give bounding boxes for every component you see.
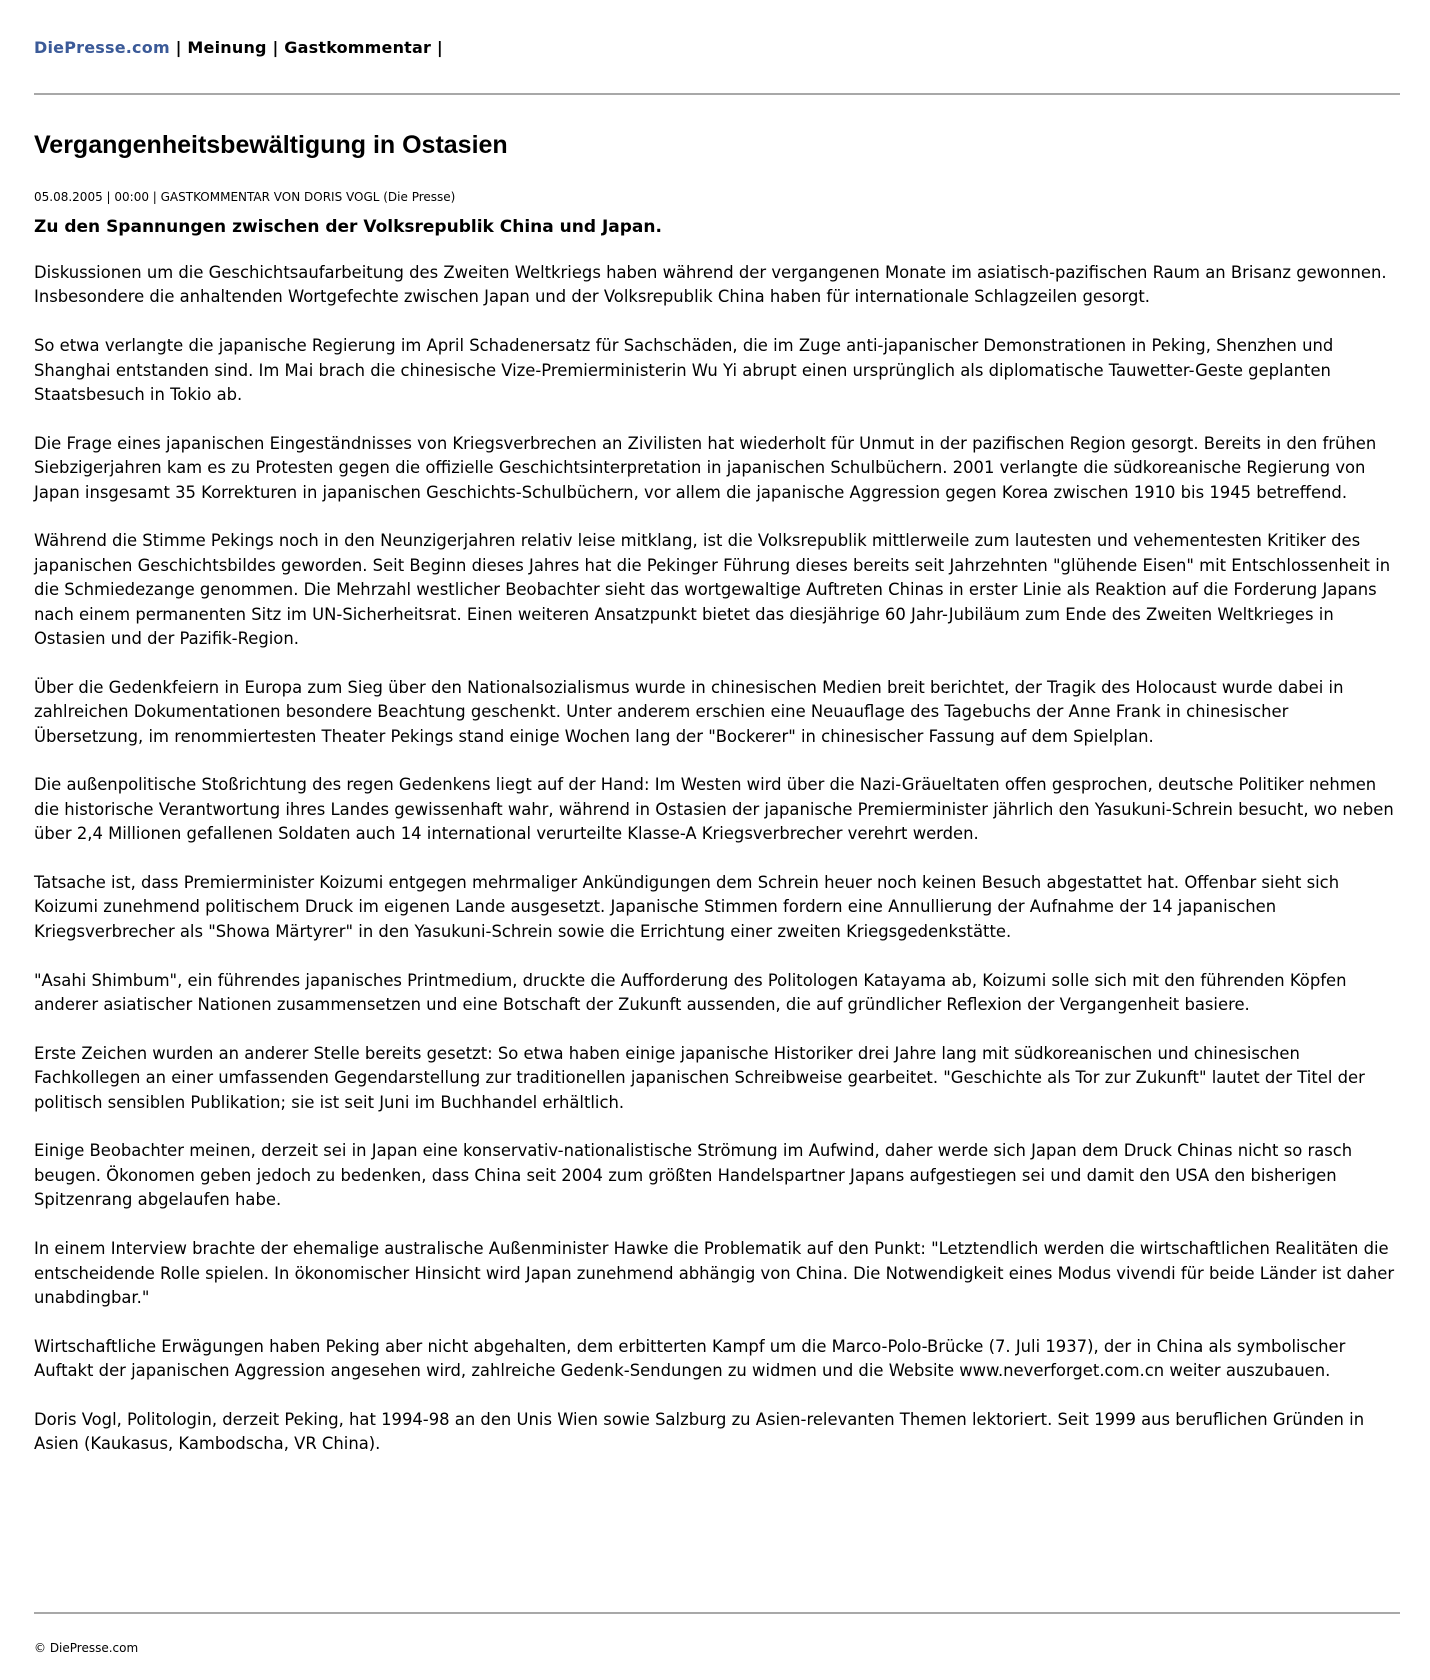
article-paragraph: Die Frage eines japanischen Eingeständnisses von Kriegsverbrechen an Zivilisten hat wiederholt für Unmut in der pazifischen Region gesorgt. Bereits in den frühen Siebzigerjahren kam es zu Protesten gegen die offizielle Geschichtsinterpretation in japanischen Schulbüchern. 2001 verlangte die südkoreanische Regierung von Japan insgesamt 35 Korrekturen in japanischen Geschichts-Schulbüchern, vor allem die japanische Aggression gegen Korea zwischen 1910 bis 1945 betreffend. [34, 433, 1377, 502]
footer-copyright: © DiePresse.com [34, 1641, 139, 1655]
breadcrumb-separator: | [169, 38, 188, 57]
breadcrumb-section[interactable]: Meinung [187, 38, 267, 57]
breadcrumb-subsection[interactable]: Gastkommentar [284, 38, 432, 57]
article-body [34, 261, 1400, 1481]
breadcrumb-site-link[interactable]: DiePresse.com [34, 38, 170, 57]
article-author-note: Doris Vogl, Politologin, derzeit Peking, hat 1994-98 an den Unis Wien sowie Salzburg zu Asien-relevanten Themen lektoriert. Seit 1999 aus beruflichen Gründen in Asien (Kaukasus, Kambodscha, VR China). [34, 1409, 1365, 1454]
top-divider [34, 93, 1400, 95]
article-paragraph: Diskussionen um die Geschichtsaufarbeitung des Zweiten Weltkriegs haben während der vergangenen Monate im asiatisch-pazifischen Raum an Brisanz gewonnen. Insbesondere die anhaltenden Wortgefechte zwischen Japan und der Volksrepublik China haben für internationale Schlagzeilen gesorgt. [34, 263, 1387, 307]
article-title: Vergangenheitsbewältigung in Ostasien [34, 131, 508, 159]
breadcrumb-trailing-separator: | [431, 38, 443, 57]
article-paragraph: So etwa verlangte die japanische Regierung im April Schadenersatz für Sachschäden, die im Zuge anti-japanischer Demonstrationen in Peking, Shenzhen und Shanghai entstanden sind. Im Mai brach die chinesische Vize-Premierministerin Wu Yi abrupt einen ursprünglich als diplomatische Tauwetter-Geste geplanten Staatsbesuch in Tokio ab. [34, 336, 1334, 405]
breadcrumb [34, 38, 443, 57]
article-meta: 05.08.2005 | 00:00 | GASTKOMMENTAR VON DORIS VOGL (Die Presse) [34, 190, 456, 204]
article-paragraph: Tatsache ist, dass Premierminister Koizumi entgegen mehrmaliger Ankündigungen dem Schrein heuer noch keinen Besuch abgestattet hat. Offenbar sieht sich Koizumi zunehmend politischem Druck im eigenen Lande ausgesetzt. Japanische Stimmen fordern eine Annullierung der Aufnahme der 14 japanischen Kriegsverbrecher als "Showa Märtyrer" in den Yasukuni-Schrein sowie die Errichtung einer zweiten Kriegsgedenkstätte. [34, 873, 1340, 941]
article-paragraph: Die außenpolitische Stoßrichtung des regen Gedenkens liegt auf der Hand: Im Westen wird über die Nazi-Gräueltaten offen gesprochen, deutsche Politiker nehmen die historische Verantwortung ihres Landes gewissenhaft wahr, während in Ostasien der japanische Premierminister jährlich den Yasukuni-Schrein besucht, wo neben über 2,4 Millionen gefallenen Soldaten auch 14 international verurteilte Klasse-A Kriegsverbrecher verehrt werden. [34, 775, 1394, 844]
article-paragraph: Erste Zeichen wurden an anderer Stelle bereits gesetzt: So etwa haben einige japanische Historiker drei Jahre lang mit südkoreanischen und chinesischen Fachkollegen an einer umfassenden Gegendarstellung zur traditionellen japanischen Schreibweise gearbeitet. "Geschichte als Tor zur Zukunft" lautet der Titel der politisch sensiblen Publikation; sie ist seit Juni im Buchhandel erhältlich. [34, 1043, 1365, 1112]
article-paragraph: "Asahi Shimbum", ein führendes japanisches Printmedium, druckte die Aufforderung des Politologen Katayama ab, Koizumi solle sich mit den führenden Köpfen anderer asiatischer Nationen zusammensetzen und eine Botschaft der Zukunft aussenden, die auf gründlicher Reflexion der Vergangenheit basiere. [34, 970, 1347, 1015]
article-paragraph: Über die Gedenkfeiern in Europa zum Sieg über den Nationalsozialismus wurde in chinesischen Medien breit berichtet, der Tragik des Holocaust wurde dabei in zahlreichen Dokumentationen besondere Beachtung geschenkt. Unter anderem erschien eine Neuauflage des Tagebuchs der Anne Frank in chinesischer Übersetzung, im renommiertesten Theater Pekings stand einige Wochen lang der "Bockerer" in chinesischer Fassung auf dem Spielplan. [34, 677, 1344, 746]
article-lead: Zu den Spannungen zwischen der Volksrepublik China und Japan. [34, 217, 662, 237]
article-paragraph: In einem Interview brachte der ehemalige australische Außenminister Hawke die Problematik auf den Punkt: "Letztendlich werden die wirtschaftlichen Realitäten die entscheidende Rolle spielen. In ökonomischer Hinsicht wird Japan zunehmend abhängig von China. Die Notwendigkeit eines Modus vivendi für beide Länder ist daher unabdingbar." [34, 1239, 1395, 1307]
bottom-divider [34, 1612, 1400, 1614]
breadcrumb-separator: | [266, 38, 285, 57]
article-paragraph: Während die Stimme Pekings noch in den Neunzigerjahren relativ leise mitklang, ist die Volksrepublik mittlerweile zum lautesten und vehementesten Kritiker des japanischen Geschichtsbildes geworden. Seit Beginn dieses Jahres hat die Pekinger Führung dieses bereits seit Jahrzehnten "glühende Eisen" mit Entschlossenheit in die Schmiedezange genommen. Die Mehrzahl westlicher Beobachter sieht das wortgewaltige Auftreten Chinas in erster Linie als Reaktion auf die Forderung Japans nach einem permanenten Sitz im UN-Sicherheitsrat. Einen weiteren Ansatzpunkt bietet das diesjährige 60 Jahr-Jubiläum zum Ende des Zweiten Weltkrieges in Ostasien und der Pazifik-Region. [34, 531, 1391, 649]
article-paragraph: Wirtschaftliche Erwägungen haben Peking aber nicht abgehalten, dem erbitterten Kampf um die Marco-Polo-Brücke (7. Juli 1937), der in China als symbolischer Auftakt der japanischen Aggression angesehen wird, zahlreiche Gedenk-Sendungen zu widmen und die Website www.neverforget.com.cn weiter auszubauen. [34, 1336, 1346, 1381]
article-paragraph: Einige Beobachter meinen, derzeit sei in Japan eine konservativ-nationalistische Strömung im Aufwind, daher werde sich Japan dem Druck Chinas nicht so rasch beugen. Ökonomen geben jedoch zu bedenken, dass China seit 2004 zum größten Handelspartner Japans aufgestiegen sei und damit den USA den bisherigen Spitzenrang abgelaufen habe. [34, 1141, 1353, 1210]
